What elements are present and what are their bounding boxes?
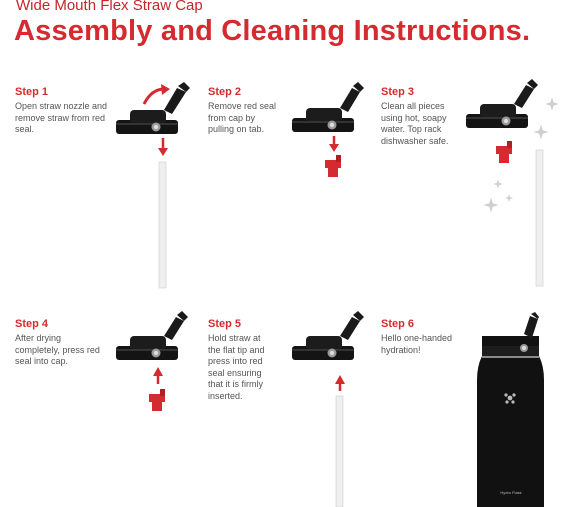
step-6-text: Hello one-handed hydration! <box>381 333 453 355</box>
step-5-text: Hold straw at the flat tip and press into red seal ensuring that it is firmly inserted. <box>208 333 265 401</box>
step-2-illustration <box>292 82 364 177</box>
bottle-illustration <box>477 312 544 507</box>
step-3-illustration <box>466 79 559 286</box>
step-1-illustration <box>116 82 190 288</box>
step-4-text: After drying completely, press red seal into cap. <box>15 333 100 366</box>
page-title: Assembly and Cleaning Instructions. <box>14 15 531 47</box>
step-2-text: Remove red seal from cap by pulling on tab. <box>208 101 277 134</box>
step-1-label: Step 1 <box>15 86 49 98</box>
product-subtitle: Wide Mouth Flex Straw Cap <box>16 0 203 14</box>
step-5-illustration <box>292 311 364 507</box>
step-2-label: Step 2 <box>208 86 242 98</box>
step-3-text: Clean all pieces using hot, soapy water. Top rack dishwasher safe. <box>381 101 449 146</box>
step-4-label: Step 4 <box>15 318 49 330</box>
bottle-brand-text: Hydro Flask <box>500 490 522 495</box>
step-4-illustration <box>116 311 188 411</box>
step-3-label: Step 3 <box>381 86 415 98</box>
step-1-text: Open straw nozzle and remove straw from red seal. <box>15 101 108 134</box>
step-5-label: Step 5 <box>208 318 242 330</box>
step-6-label: Step 6 <box>381 318 415 330</box>
